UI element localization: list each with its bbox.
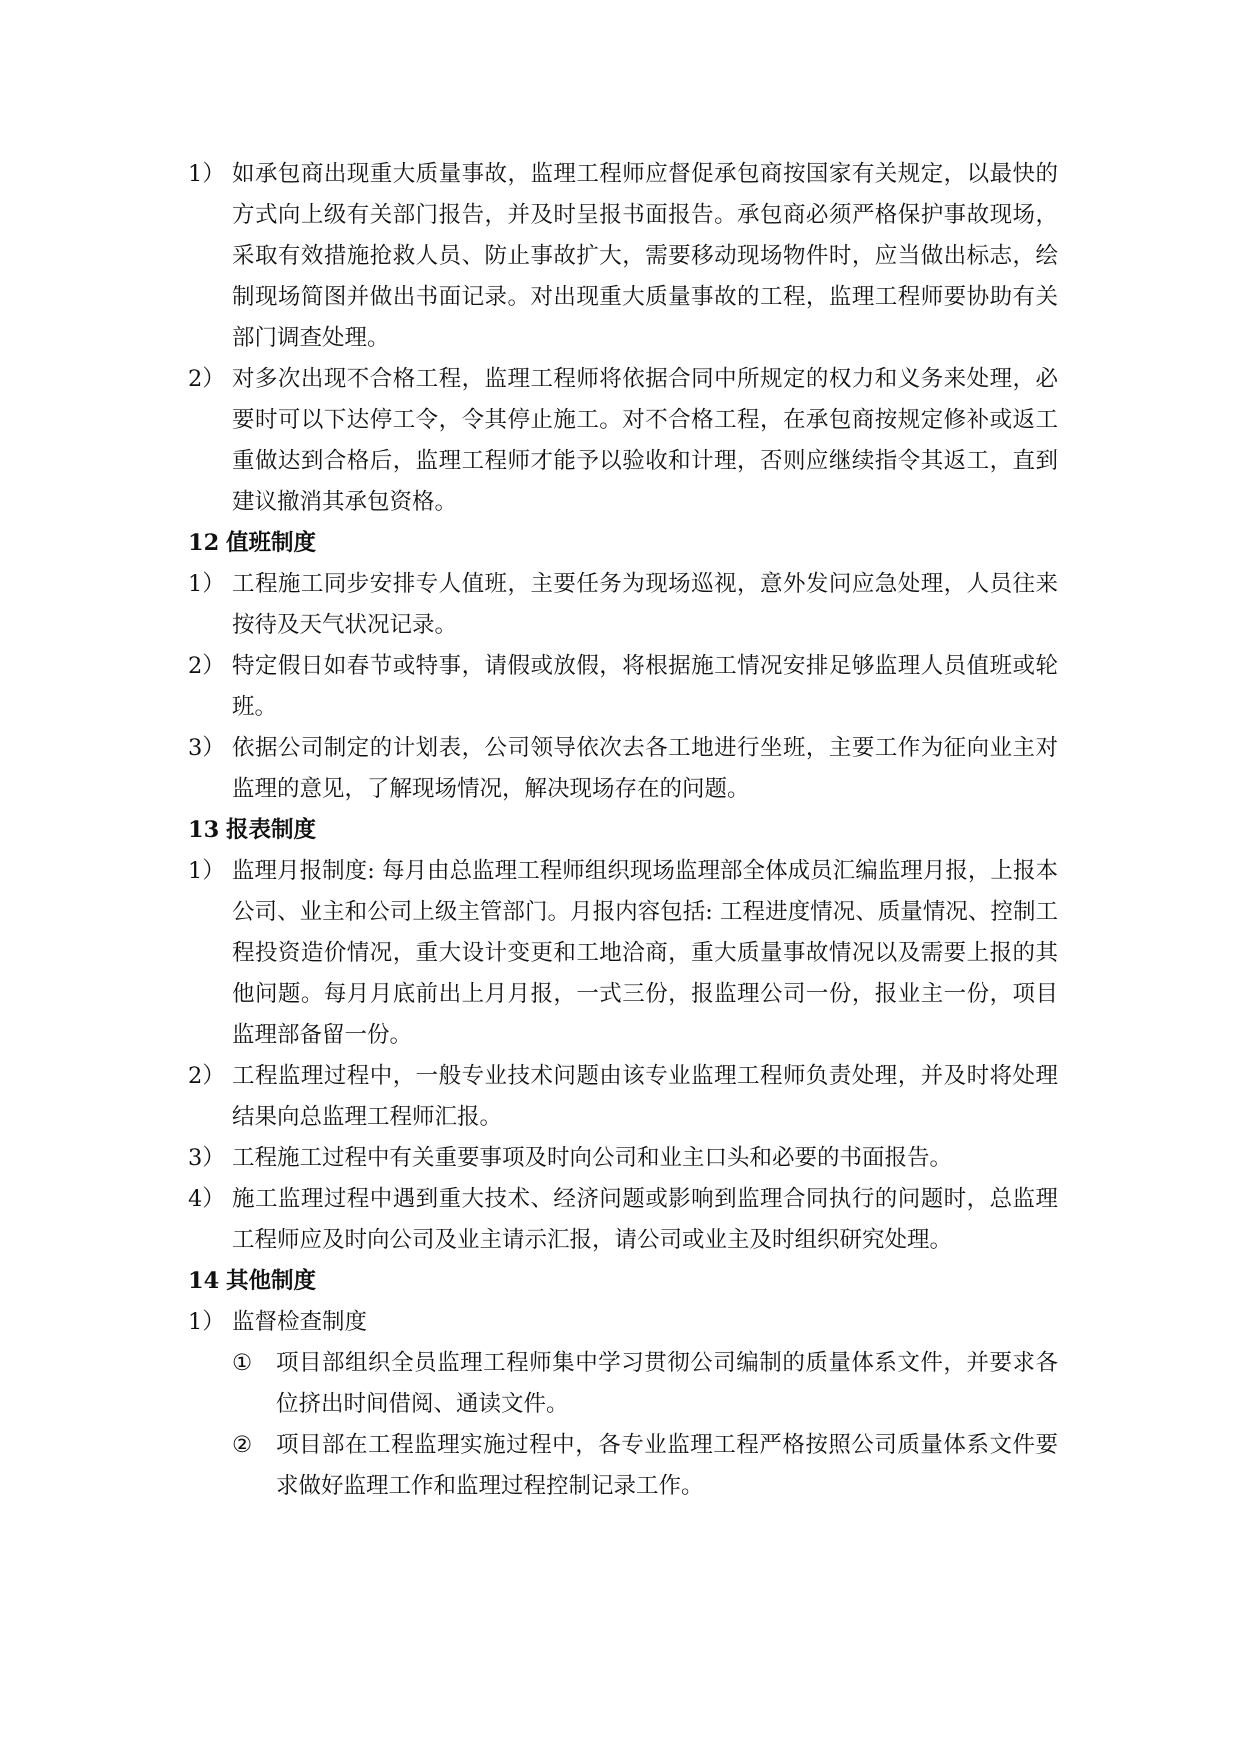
section-heading-duty <box>188 523 1058 564</box>
list-item-text: 工程监理过程中，一般专业技术问题由该专业监理工程师负责处理，并及时将处理结果向总监理工程师汇报。 <box>232 1063 1058 1130</box>
list-item <box>188 1179 1058 1261</box>
section-heading-report <box>188 810 1058 851</box>
list-item-number: 1） <box>188 161 225 187</box>
section-title: 报表制度 <box>226 817 317 843</box>
list-item-text: 特定假日如春节或特事，请假或放假，将根据施工情况安排足够监理人员值班或轮班。 <box>232 653 1058 720</box>
list-item-number: 2） <box>188 653 225 679</box>
list-item <box>188 646 1058 728</box>
list-item <box>188 851 1058 1056</box>
list-item <box>188 1302 1058 1343</box>
list-item <box>188 1056 1058 1138</box>
list-item-number: 2） <box>188 1063 225 1089</box>
sub-list-item-text: 项目部在工程监理实施过程中，各专业监理工程严格按照公司质量体系文件要求做好监理工作和监理过程控制记录工作。 <box>276 1432 1058 1499</box>
list-item-text: 监督检查制度 <box>232 1309 368 1335</box>
list-item-number: 2） <box>188 366 225 392</box>
document-body <box>188 154 1058 1507</box>
list-item-number: 4） <box>188 1186 225 1212</box>
list-item-number: 1） <box>188 858 225 884</box>
list-item-text: 监理月报制度: 每月由总监理工程师组织现场监理部全体成员汇编监理月报，上报本公司、业主和公司上级主管部门。月报内容包括: 工程进度情况、质量情况、控制工程投资造价情况，重大设计变更和工地洽商，重大质量事故情况以及需要上报的其他问题。每月月底前出上月月报，一式三份，报监理公司一份，报业主一份，项目监理部备留一份。 <box>232 858 1058 1048</box>
list-item-number: 1） <box>188 571 225 597</box>
list-item-number: 1） <box>188 1309 225 1335</box>
list-item-text: 如承包商出现重大质量事故，监理工程师应督促承包商按国家有关规定，以最快的方式向上级有关部门报告，并及时呈报书面报告。承包商必须严格保护事故现场，采取有效措施抢救人员、防止事故扩大，需要移动现场物件时，应当做出标志，绘制现场简图并做出书面记录。对出现重大质量事故的工程，监理工程师要协助有关部门调查处理。 <box>232 161 1058 351</box>
section-number: 14 <box>188 1268 220 1294</box>
sub-list-item <box>232 1343 1058 1425</box>
sub-list-item <box>232 1425 1058 1507</box>
section-number: 12 <box>188 530 220 556</box>
section-heading-other <box>188 1261 1058 1302</box>
section-title: 值班制度 <box>226 530 317 556</box>
list-item-text: 对多次出现不合格工程，监理工程师将依据合同中所规定的权力和义务来处理，必要时可以下达停工令，令其停止施工。对不合格工程，在承包商按规定修补或返工重做达到合格后，监理工程师才能予以验收和计理，否则应继续指令其返工，直到建议撤消其承包资格。 <box>232 366 1058 515</box>
list-item <box>188 359 1058 523</box>
list-item-text: 工程施工同步安排专人值班，主要任务为现场巡视，意外发问应急处理，人员往来按待及天气状况记录。 <box>232 571 1058 638</box>
sub-list-item-number: ② <box>232 1432 253 1458</box>
list-item <box>188 564 1058 646</box>
list-item <box>188 154 1058 359</box>
list-item <box>188 728 1058 810</box>
list-item-text: 施工监理过程中遇到重大技术、经济问题或影响到监理合同执行的问题时，总监理工程师应及时向公司及业主请示汇报，请公司或业主及时组织研究处理。 <box>232 1186 1058 1253</box>
sub-list-item-number: ① <box>232 1350 253 1376</box>
sub-list-item-text: 项目部组织全员监理工程师集中学习贯彻公司编制的质量体系文件，并要求各位挤出时间借阅、通读文件。 <box>276 1350 1058 1417</box>
list-item-text: 工程施工过程中有关重要事项及时向公司和业主口头和必要的书面报告。 <box>232 1145 953 1171</box>
list-item-number: 3） <box>188 735 225 761</box>
list-item-number: 3） <box>188 1145 225 1171</box>
section-title: 其他制度 <box>226 1268 317 1294</box>
list-item <box>188 1138 1058 1179</box>
list-item-text: 依据公司制定的计划表，公司领导依次去各工地进行坐班，主要工作为征向业主对监理的意见，了解现场情况，解决现场存在的问题。 <box>232 735 1058 802</box>
section-number: 13 <box>188 817 220 843</box>
